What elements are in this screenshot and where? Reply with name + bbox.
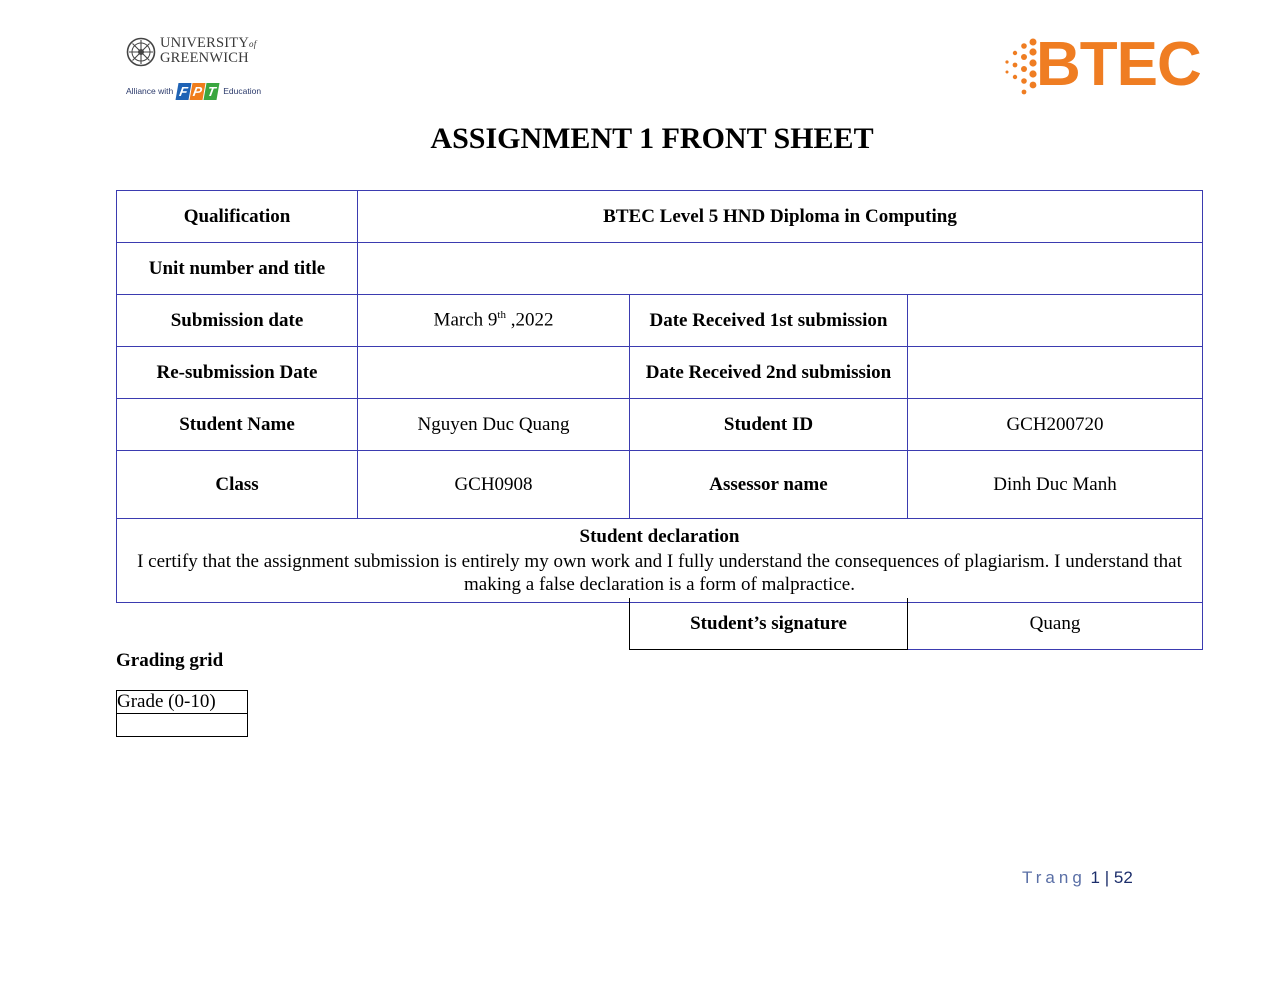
education-label: Education [223,86,262,96]
footer-trang: Trang [1022,868,1086,887]
table-row [117,243,1203,295]
footer-page-number: 1 [1090,868,1100,887]
front-sheet-table [116,190,1203,603]
grade-table [116,690,248,737]
page-footer [1022,868,1133,888]
student-signature-value[interactable]: Quang [908,598,1203,650]
university-of-greenwich-logo [126,36,266,102]
submission-date-suffix: th [497,309,506,322]
university-seal-icon [126,37,156,67]
submission-date-label: Submission date [117,295,358,347]
student-id-label: Student ID [630,399,908,451]
qualification-value: BTEC Level 5 HND Diploma in Computing [358,191,1203,243]
table-row [117,691,248,714]
fpt-letter-p: P [190,83,206,100]
submission-date-day: March 9 [433,309,498,331]
table-row [630,598,1203,650]
unit-value[interactable] [358,243,1203,295]
fpt-alliance [126,80,261,102]
class-value[interactable]: GCH0908 [358,451,630,519]
date-received-1st-value[interactable] [908,295,1203,347]
fpt-letter-t: T [204,83,220,100]
btec-wordmark: BTEC [1036,30,1201,99]
resubmission-date-value[interactable] [358,347,630,399]
student-declaration [117,519,1203,603]
assessor-name-value[interactable]: Dinh Duc Manh [908,451,1203,519]
fpt-logo [177,83,219,100]
submission-date-year: ,2022 [505,309,554,331]
submission-date-value[interactable] [358,295,630,347]
table-row [117,347,1203,399]
table-row [117,714,248,737]
table-row [117,399,1203,451]
student-name-label: Student Name [117,399,358,451]
btec-logo [1000,30,1201,99]
table-row [117,519,1203,603]
footer-separator: | [1104,868,1110,887]
alliance-label: Alliance with [126,86,174,96]
resubmission-date-label: Re-submission Date [117,347,358,399]
footer-total-pages: 52 [1113,868,1133,887]
grading-grid-heading: Grading grid [116,650,224,671]
table-row [117,191,1203,243]
greenwich-line1: UNIVERSITY [160,35,249,51]
greenwich-line2: GREENWICH [160,50,249,66]
grade-label: Grade (0-10) [117,691,248,714]
class-label: Class [117,451,358,519]
student-id-value[interactable]: GCH200720 [908,399,1203,451]
date-received-2nd-value[interactable] [908,347,1203,399]
greenwich-wordmark [160,36,256,65]
page-title: ASSIGNMENT 1 FRONT SHEET [430,122,874,155]
declaration-title: Student declaration [579,526,740,547]
signature-table [629,598,1203,650]
fpt-letter-f: F [176,83,192,100]
table-row [117,451,1203,519]
date-received-1st-label: Date Received 1st submission [630,295,908,347]
student-name-value[interactable]: Nguyen Duc Quang [358,399,630,451]
qualification-label: Qualification [117,191,358,243]
unit-label: Unit number and title [117,243,358,295]
table-row [117,295,1203,347]
student-signature-label: Student’s signature [630,598,908,650]
greenwich-of: of [249,39,257,49]
assessor-name-label: Assessor name [630,451,908,519]
date-received-2nd-label: Date Received 2nd submission [630,347,908,399]
declaration-text: I certify that the assignment submission is entirely my own work and I fully understand the consequences of plagiarism. I understand that making a false declaration is a form of malpractice. [137,551,1182,595]
btec-dots-icon [1000,36,1038,98]
grade-value[interactable] [117,714,248,737]
